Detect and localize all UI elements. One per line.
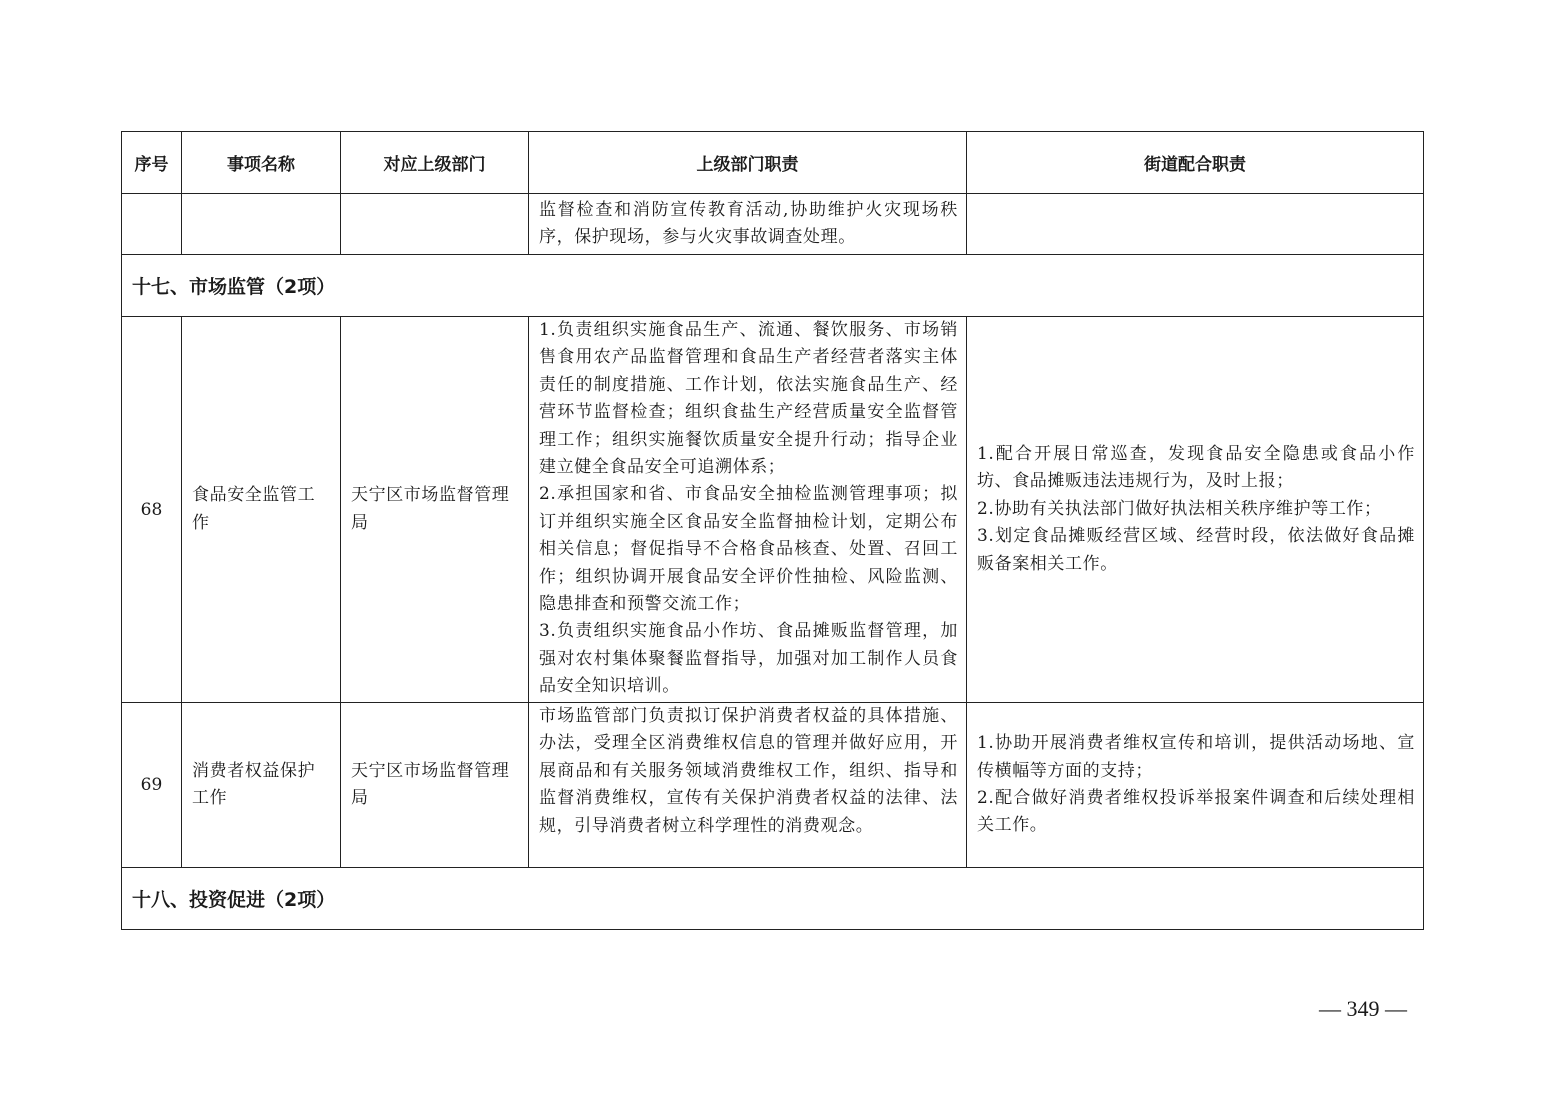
table-header-row bbox=[122, 132, 1424, 194]
continuation-row bbox=[122, 194, 1424, 255]
row-number: 68 bbox=[122, 317, 182, 703]
header-item-name: 事项名称 bbox=[182, 132, 341, 194]
continuation-department-cell bbox=[341, 194, 529, 255]
section-heading-17: 十七、市场监管（2项） bbox=[122, 255, 1424, 317]
continuation-item-cell bbox=[182, 194, 341, 255]
duty-paragraph: 1.负责组织实施食品生产、流通、餐饮服务、市场销售食用农产品监督管理和食品生产者经营者落实主体责任的制度措施、工作计划，依法实施食品生产、经营环节监督检查；组织食盐生产经营质量安全监督管理工作；组织实施餐饮质量安全提升行动；指导企业建立健全食品安全可追溯体系； bbox=[539, 320, 958, 478]
row-superior-duty bbox=[529, 703, 967, 868]
row-superior-duty bbox=[529, 317, 967, 703]
table-row bbox=[122, 703, 1424, 868]
row-department: 天宁区市场监督管理局 bbox=[341, 317, 529, 703]
duty-paragraph: 3.划定食品摊贩经营区域、经营时段，依法做好食品摊贩备案相关工作。 bbox=[977, 526, 1415, 574]
table-row bbox=[122, 317, 1424, 703]
header-department: 对应上级部门 bbox=[341, 132, 529, 194]
row-item-name: 消费者权益保护工作 bbox=[182, 703, 341, 868]
duty-table bbox=[121, 131, 1424, 930]
row-number: 69 bbox=[122, 703, 182, 868]
header-number: 序号 bbox=[122, 132, 182, 194]
duty-paragraph: 1.配合开展日常巡查，发现食品安全隐患或食品小作坊、食品摊贩违法违规行为，及时上报； bbox=[977, 443, 1415, 492]
duty-paragraph: 监督检查和消防宣传教育活动,协助维护火灾现场秩序，保护现场，参与火灾事故调查处理。 bbox=[539, 199, 958, 247]
duty-paragraph: 市场监管部门负责拟订保护消费者权益的具体措施、办法，受理全区消费维权信息的管理并做好应用，开展商品和有关服务领域消费维权工作，组织、指导和监督消费维权，宣传有关保护消费者权益的法律、法规，引导消费者树立科学理性的消费观念。 bbox=[539, 706, 958, 836]
duty-paragraph: 2.承担国家和省、市食品安全抽检监测管理事项；拟订并组织实施全区食品安全监督抽检计划，定期公布相关信息；督促指导不合格食品核查、处置、召回工作；组织协调开展食品安全评价性抽检、风险监测、隐患排查和预警交流工作； bbox=[539, 484, 958, 615]
section-heading-row bbox=[122, 868, 1424, 930]
page-number: — 349 — bbox=[1319, 996, 1407, 1021]
continuation-street-duty bbox=[967, 194, 1424, 255]
duty-paragraph: 2.配合做好消费者维权投诉举报案件调查和后续处理相关工作。 bbox=[977, 788, 1415, 836]
duty-paragraph: 3.负责组织实施食品小作坊、食品摊贩监督管理，加强对农村集体聚餐监督指导，加强对加工制作人员食品安全知识培训。 bbox=[539, 621, 958, 697]
continuation-superior-duty bbox=[529, 194, 967, 255]
continuation-number-cell bbox=[122, 194, 182, 255]
row-street-duty bbox=[967, 317, 1424, 703]
header-street-duty: 街道配合职责 bbox=[967, 132, 1424, 194]
duty-paragraph: 2.协助有关执法部门做好执法相关秩序维护等工作； bbox=[977, 498, 1382, 519]
header-superior-duty: 上级部门职责 bbox=[529, 132, 967, 194]
row-department: 天宁区市场监督管理局 bbox=[341, 703, 529, 868]
duty-paragraph: 1.协助开展消费者维权宣传和培训，提供活动场地、宣传横幅等方面的支持； bbox=[977, 733, 1415, 781]
section-heading-row bbox=[122, 255, 1424, 317]
section-heading-18: 十八、投资促进（2项） bbox=[122, 868, 1424, 930]
row-item-name: 食品安全监管工作 bbox=[182, 317, 341, 703]
row-street-duty bbox=[967, 703, 1424, 868]
